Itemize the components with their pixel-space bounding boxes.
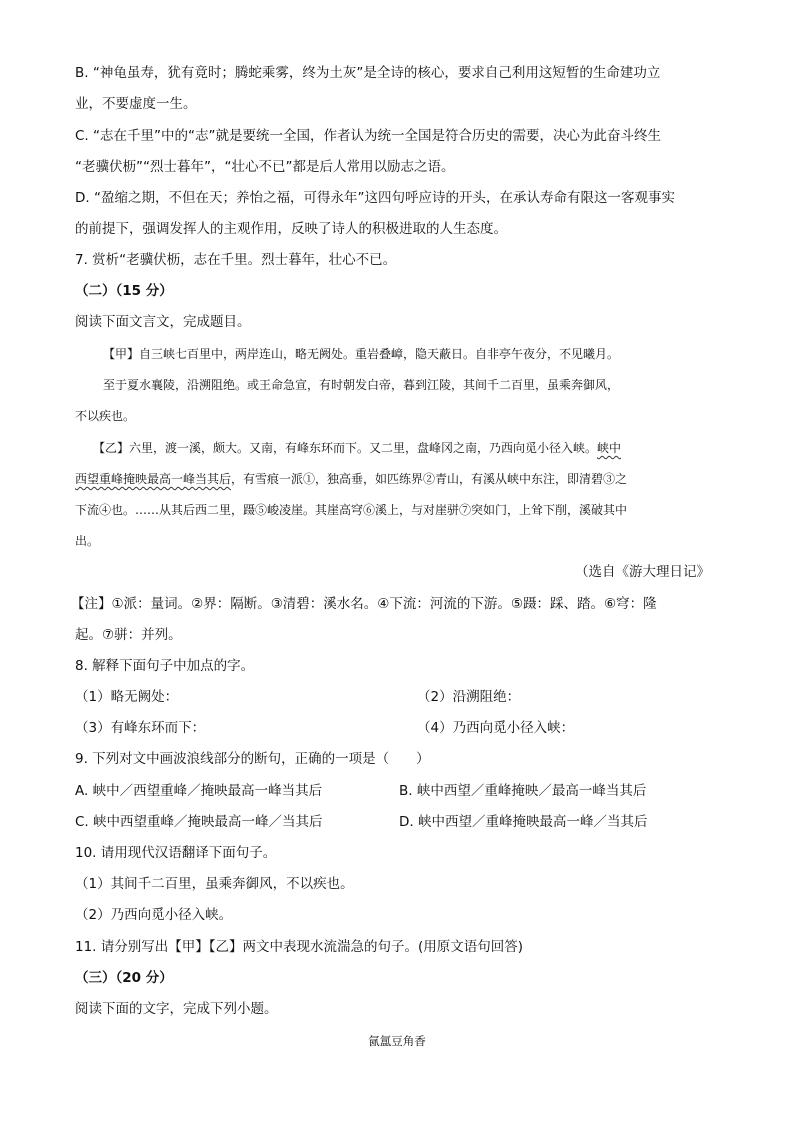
question-9-option-c: C. 峡中西望重峰／掩映最高一峰／当其后 bbox=[75, 814, 323, 830]
question-8-item3: （3）有峰东环而下： bbox=[75, 720, 206, 736]
question-9-option-b: B. 峡中西望／重峰掩映／最高一峰当其后 bbox=[399, 783, 647, 799]
section-3-intro: 阅读下面的文字，完成下列小题。 bbox=[75, 1001, 278, 1017]
question-8-item2: （2）沿溯阻绝： bbox=[417, 689, 521, 705]
question-7: 7. 赏析“老骥伏枥，志在千里。烈士暮年，壮心不已。 bbox=[75, 252, 397, 268]
notes-line2: 起。⑦骈：并列。 bbox=[75, 627, 182, 643]
wavy-underline-segment: 峡中 bbox=[597, 441, 622, 455]
passage-yi-line1 bbox=[93, 439, 621, 457]
question-8: 8. 解释下面句子中加点的字。 bbox=[75, 658, 255, 674]
passage-yi-line2 bbox=[75, 470, 627, 488]
section-3-title: （三）（20 分） bbox=[75, 970, 173, 986]
section-2-intro: 阅读下面文言文，完成题目。 bbox=[75, 314, 251, 330]
question-10-item1: （1）其间千二百里，虽乘奔御风，不以疾也。 bbox=[75, 876, 354, 892]
passage-jia-line2: 至于夏水襄陵，沿溯阻绝。或王命急宣，有时朝发白帝，暮到江陵，其间千二百里，虽乘奔御风， bbox=[103, 378, 620, 392]
passage-yi-text: 【乙】六里，渡一溪，颇大。又南，有峰东环而下。又二里，盘峰冈之南，乃西向觅小径入峡。 bbox=[93, 441, 598, 455]
option-c-line2: “老骥伏枥”“烈士暮年”，“壮心不已”都是后人常用以励志之语。 bbox=[75, 159, 455, 175]
section-2-title: （二）（15 分） bbox=[75, 283, 173, 299]
source-citation: （选自《游大理日记》 bbox=[575, 564, 710, 580]
question-8-item1: （1）略无阙处： bbox=[75, 689, 179, 705]
passage-yi-line4: 出。 bbox=[75, 534, 100, 548]
option-d-line2: 的前提下，强调发挥人的主观作用，反映了诗人的积极进取的人生态度。 bbox=[75, 221, 507, 237]
passage-jia-line3: 不以疾也。 bbox=[75, 409, 136, 423]
question-8-item4: （4）乃西向觅小径入峡： bbox=[417, 720, 575, 736]
question-9-option-d: D. 峡中西望／重峰掩映最高一峰／当其后 bbox=[399, 814, 648, 830]
wavy-underline-segment: 西望重峰掩映最高一峰当其后 bbox=[75, 472, 232, 486]
option-c-line1: C. “志在千里”中的“志”就是要统一全国，作者认为统一全国是符合历史的需要，决心为此奋斗终生 bbox=[75, 128, 661, 144]
question-9: 9. 下列对文中画波浪线部分的断句，正确的一项是（ ） bbox=[75, 751, 430, 767]
option-b-line2: 业，不要虚度一生。 bbox=[75, 96, 197, 112]
question-10-item2: （2）乃西向觅小径入峡。 bbox=[75, 907, 233, 923]
passage-yi-line3: 下流④也。……从其后西二里，蹑⑤峻凌崖。其崖高穹⑥溪上，与对崖骈⑦突如门，上耸下削，溪破其中 bbox=[75, 503, 628, 517]
notes-line1: 【注】①派：量词。②界：隔断。③清碧：溪水名。④下流：河流的下游。⑤蹑：踩、踏。⑥穹：隆 bbox=[71, 596, 657, 612]
question-10: 10. 请用现代汉语翻译下面句子。 bbox=[75, 845, 277, 861]
option-d-line1: D. “盈缩之期，不但在天；养怡之福，可得永年”这四句呼应诗的开头，在承认寿命有限这一客观事实 bbox=[75, 190, 675, 206]
option-b-line1: B. “神龟虽寿，犹有竟时；腾蛇乘雾，终为土灰”是全诗的核心，要求自己利用这短暂的生命建功立 bbox=[75, 65, 661, 81]
passage-jia-line1: 【甲】自三峡七百里中，两岸连山，略无阙处。重岩叠嶂，隐天蔽日。自非亭午夜分，不见曦月。 bbox=[103, 347, 620, 361]
passage-title: 氤氲豆角香 bbox=[368, 1034, 426, 1048]
question-9-option-a: A. 峡中／西望重峰／掩映最高一峰当其后 bbox=[75, 783, 323, 799]
passage-yi-text: ，有雪痕一派①，独高垂，如匹练界②青山，有溪从峡中东注，即清碧③之 bbox=[231, 472, 628, 486]
question-11: 11. 请分别写出【甲】【乙】两文中表现水流湍急的句子。(用原文语句回答) bbox=[75, 939, 524, 955]
